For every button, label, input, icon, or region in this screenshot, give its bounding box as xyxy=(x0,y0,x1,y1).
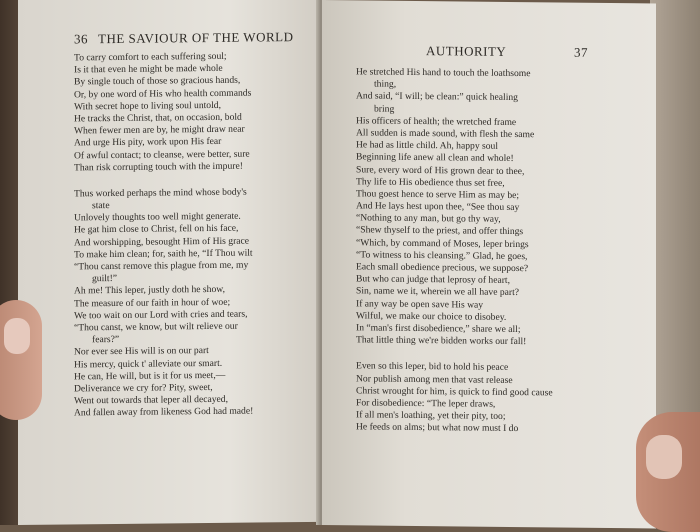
text-line: guilt!” xyxy=(92,273,118,285)
text-line: In “man's first disobedience,” share we all; xyxy=(356,322,521,336)
text-line: Sin, name we it, wherein we all have part? xyxy=(356,285,520,299)
text-line: His officers of health; the wretched frame xyxy=(356,115,517,128)
text-line: Or, by one word of His who health commands xyxy=(74,87,252,100)
text-line: To carry comfort to each suffering soul; xyxy=(74,50,227,64)
left-thumbnail-nail xyxy=(4,318,30,354)
left-page xyxy=(18,0,320,525)
left-page-number: 36 xyxy=(74,31,88,47)
text-line: “Which, by command of Moses, leper brings xyxy=(356,236,529,250)
text-line: Than risk corrupting touch with the impure! xyxy=(74,160,243,174)
text-line: “Nothing to any man, but go thy way, xyxy=(356,212,501,226)
text-line: “Shew thyself to the priest, and offer things xyxy=(356,224,524,238)
text-line: If any way be open save His way xyxy=(356,297,484,311)
text-line: And urge His pity, work upon His fear xyxy=(74,136,222,149)
text-line: And said, “I will; be clean:” quick healing xyxy=(356,90,518,104)
text-line: Unlovely thoughts too well might generate. xyxy=(74,210,241,224)
text-line: The measure of our faith in hour of woe; xyxy=(74,296,231,309)
text-line: He gat him close to Christ, fell on his face, xyxy=(74,223,239,236)
text-line: Even so this leper, bid to hold his peace xyxy=(356,360,509,374)
text-line: Is it that even he might be made whole xyxy=(74,63,223,76)
right-thumbnail-nail xyxy=(646,435,682,479)
text-line: To make him clean; for, saith he, “If Thou wilt xyxy=(74,247,253,261)
text-line: Each small obedience precious, we suppose? xyxy=(356,261,529,275)
text-line: If all men's loathing, yet their pity, too; xyxy=(356,409,506,422)
text-line: By single touch of those so gracious hands, xyxy=(74,75,241,88)
text-line: “Thou canst remove this plague from me, my xyxy=(74,259,249,273)
text-line: Thou goest hence to serve Him as may be; xyxy=(356,188,520,201)
text-line: And He lays hest upon thee, “See thou say xyxy=(356,200,520,214)
text-line: thing, xyxy=(374,78,397,90)
text-line: Nor publish among men that vast release xyxy=(356,372,513,386)
left-page-text xyxy=(74,51,253,420)
right-page xyxy=(322,0,656,528)
text-line: Wilful, we make our choice to disobey. xyxy=(356,310,507,323)
text-line: He can, He will, but is it for us meet,— xyxy=(74,369,226,383)
text-line: Thus worked perhaps the mind whose body's xyxy=(74,186,247,200)
right-page-text xyxy=(356,66,553,435)
text-line: For disobedience: “The leper draws, xyxy=(356,397,496,410)
text-line: Went out towards that leper all decayed, xyxy=(74,393,229,407)
right-page-number: 37 xyxy=(574,44,588,60)
text-line: He feeds on alms; but what now must I do xyxy=(356,421,519,435)
text-line: His mercy, quick t' alleviate our smart. xyxy=(74,357,223,370)
text-line: Nor ever see His will is on our part xyxy=(74,345,209,358)
text-line: But who can judge that leprosy of heart, xyxy=(356,273,510,287)
text-line: Deliverance we cry for? Pity, sweet, xyxy=(74,381,213,395)
text-line: fears?” xyxy=(92,334,120,346)
text-line: Christ wrought for him, is quick to find good cause xyxy=(356,385,553,399)
text-line: With secret hope to living soul untold, xyxy=(74,99,221,113)
text-line: Of awful contact; to cleanse, were better, sure xyxy=(74,148,250,161)
text-line: “To witness to his cleansing.” Glad, he goes, xyxy=(356,249,528,262)
text-line: When fewer men are by, he might draw near xyxy=(74,123,245,137)
text-line: He had as little child. Ah, happy soul xyxy=(356,139,499,152)
text-line: state xyxy=(92,200,110,212)
text-line: That little thing we're bidden works our fall! xyxy=(356,334,527,348)
text-line: And fallen away from likeness God had made! xyxy=(74,405,254,419)
left-running-head: THE SAVIOUR OF THE WORLD xyxy=(98,29,294,47)
text-line: “Thou canst, we know, but wilt relieve our xyxy=(74,320,238,334)
text-line: Thy life to His obedience thus set free, xyxy=(356,176,505,189)
text-line: All sudden is made sound, with flesh the same xyxy=(356,127,535,141)
text-line: Beginning life anew all clean and whole! xyxy=(356,151,514,165)
text-line: We too wait on our Lord with cries and tears, xyxy=(74,308,248,322)
text-line: And worshipping, besought Him of His grace xyxy=(74,235,250,249)
text-line: He stretched His hand to touch the loathsome xyxy=(356,66,531,80)
text-line: Sure, every word of His grown dear to thee, xyxy=(356,163,525,177)
text-line: He tracks the Christ, that, on occasion, bold xyxy=(74,111,242,125)
right-running-head: AUTHORITY xyxy=(426,43,507,59)
text-line: Ah me! This leper, justly doth he show, xyxy=(74,284,225,297)
text-line: bring xyxy=(374,103,395,115)
